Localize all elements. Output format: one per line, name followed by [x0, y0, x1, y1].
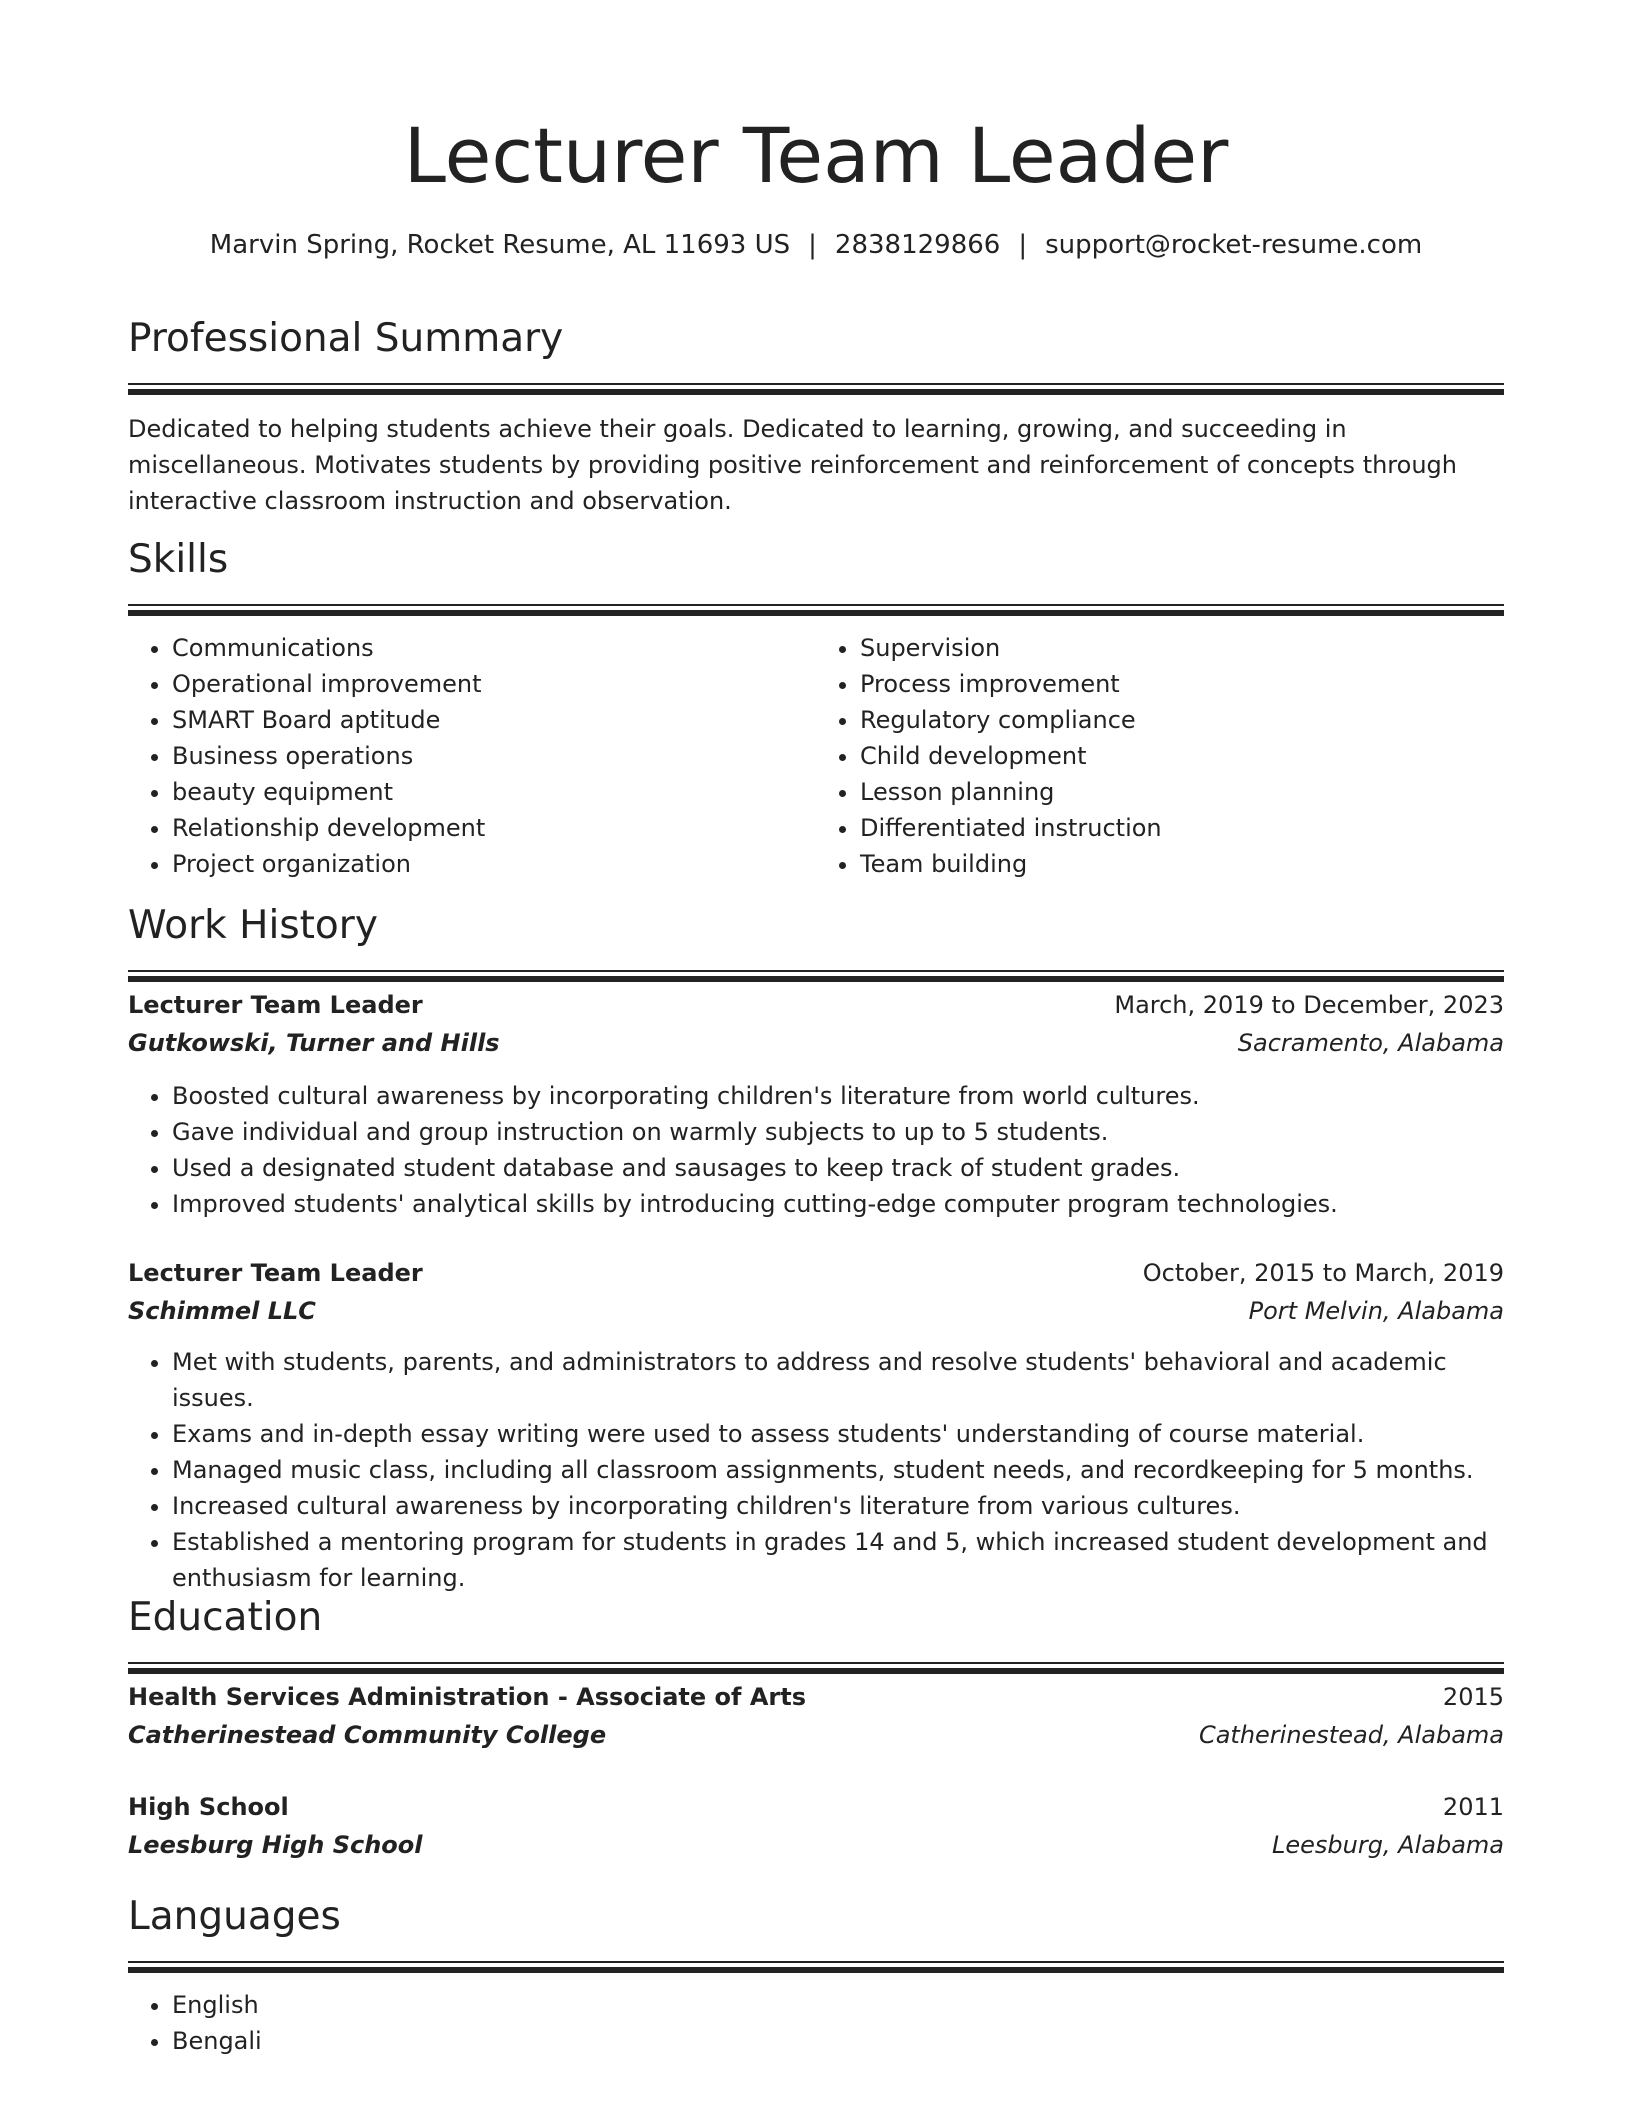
resume-name: Lecturer Team Leader	[403, 111, 1229, 200]
skill-item: • Relationship development	[172, 810, 816, 846]
education-header	[128, 1678, 1504, 1716]
contact-phone: 2838129866	[834, 230, 1001, 260]
job-header	[128, 1254, 1504, 1292]
job-location: Port Melvin, Alabama	[1248, 1297, 1504, 1325]
job-company: Gutkowski, Turner and Hills	[128, 1029, 500, 1057]
job-bullet: • Exams and in-depth essay writing were used to assess students' understanding of course material.	[172, 1416, 1504, 1452]
job-bullet: • Established a mentoring program for students in grades 14 and 5, which increased student development and enthusiasm for learning.	[172, 1524, 1504, 1596]
job-location: Sacramento, Alabama	[1237, 1029, 1504, 1057]
skill-item: • Operational improvement	[172, 666, 816, 702]
education-school: Leesburg High School	[128, 1831, 423, 1859]
skills-title: Skills	[128, 537, 229, 582]
education-degree: High School	[128, 1793, 289, 1821]
skills-grid	[128, 630, 1504, 882]
job-bullet: • Increased cultural awareness by incorporating children's literature from various cultures.	[172, 1488, 1504, 1524]
skills-list-right	[816, 630, 1504, 882]
section-divider	[128, 1961, 1504, 1973]
education-subheader	[128, 1716, 1504, 1754]
summary-section	[128, 318, 1504, 519]
language-item: • Bengali	[172, 2023, 1504, 2059]
section-divider	[128, 383, 1504, 395]
job-bullet: • Improved students' analytical skills by introducing cutting-edge computer program technologies.	[172, 1186, 1504, 1222]
skill-item: • Differentiated instruction	[860, 810, 1504, 846]
skill-item: • Business operations	[172, 738, 816, 774]
skill-item: • Lesson planning	[860, 774, 1504, 810]
education-year: 2015	[1442, 1683, 1504, 1711]
job-company: Schimmel LLC	[128, 1297, 316, 1325]
skill-item: • Team building	[860, 846, 1504, 882]
job-entry	[128, 1254, 1504, 1596]
resume-page	[128, 111, 1504, 2055]
section-divider	[128, 604, 1504, 616]
job-bullet: • Met with students, parents, and administrators to address and resolve students' behavioral and academic issues.	[172, 1344, 1504, 1416]
education-location: Leesburg, Alabama	[1271, 1831, 1504, 1859]
section-divider	[128, 970, 1504, 982]
education-year: 2011	[1442, 1793, 1504, 1821]
language-item: • English	[172, 1987, 1504, 2023]
education-school: Catherinestead Community College	[128, 1721, 607, 1749]
skill-item: • Project organization	[172, 846, 816, 882]
contact-email: support@rocket-resume.com	[1045, 230, 1423, 260]
education-entry	[128, 1788, 1504, 1864]
skill-item: • beauty equipment	[172, 774, 816, 810]
skill-item: • Child development	[860, 738, 1504, 774]
job-dates: October, 2015 to March, 2019	[1142, 1259, 1504, 1287]
job-bullet: • Gave individual and group instruction on warmly subjects to up to 5 students.	[172, 1114, 1504, 1150]
skills-list-left	[128, 630, 816, 882]
job-bullet: • Boosted cultural awareness by incorporating children's literature from world cultures.	[172, 1078, 1504, 1114]
job-entry	[128, 986, 1504, 1222]
summary-title: Professional Summary	[128, 316, 564, 361]
skill-item: • Process improvement	[860, 666, 1504, 702]
skill-item: • Communications	[172, 630, 816, 666]
contact-separator: |	[1018, 230, 1028, 260]
job-bullet: • Used a designated student database and sausages to keep track of student grades.	[172, 1150, 1504, 1186]
education-subheader	[128, 1826, 1504, 1864]
skills-section	[128, 539, 1504, 882]
contact-separator: |	[808, 230, 817, 260]
languages-section	[128, 1896, 1504, 2059]
job-bullets	[128, 1344, 1504, 1596]
job-subheader	[128, 1024, 1504, 1062]
skill-item: • Regulatory compliance	[860, 702, 1504, 738]
education-section	[128, 1597, 1504, 1674]
skill-item: • SMART Board aptitude	[172, 702, 816, 738]
languages-list	[128, 1987, 1504, 2059]
contact-line	[128, 230, 1504, 260]
job-bullets	[128, 1078, 1504, 1222]
section-divider	[128, 1662, 1504, 1674]
education-title: Education	[128, 1595, 323, 1640]
job-subheader	[128, 1292, 1504, 1330]
job-dates: March, 2019 to December, 2023	[1114, 991, 1504, 1019]
job-title: Lecturer Team Leader	[128, 991, 423, 1019]
job-title: Lecturer Team Leader	[128, 1259, 423, 1287]
education-degree: Health Services Administration - Associate of Arts	[128, 1683, 806, 1711]
work-section	[128, 905, 1504, 982]
education-header	[128, 1788, 1504, 1826]
languages-title: Languages	[128, 1894, 341, 1939]
contact-address: Marvin Spring, Rocket Resume, AL 11693 US	[209, 230, 791, 260]
education-location: Catherinestead, Alabama	[1198, 1721, 1504, 1749]
skill-item: • Supervision	[860, 630, 1504, 666]
summary-text: Dedicated to helping students achieve their goals. Dedicated to learning, growing, and succeeding in miscellaneous. Motivates students by providing positive reinforcement and reinforcement of concepts through interactive classroom instruction and observation.	[128, 414, 1457, 515]
job-header	[128, 986, 1504, 1024]
work-title: Work History	[128, 903, 378, 948]
job-bullet: • Managed music class, including all classroom assignments, student needs, and recordkeeping for 5 months.	[172, 1452, 1504, 1488]
education-entry	[128, 1678, 1504, 1754]
